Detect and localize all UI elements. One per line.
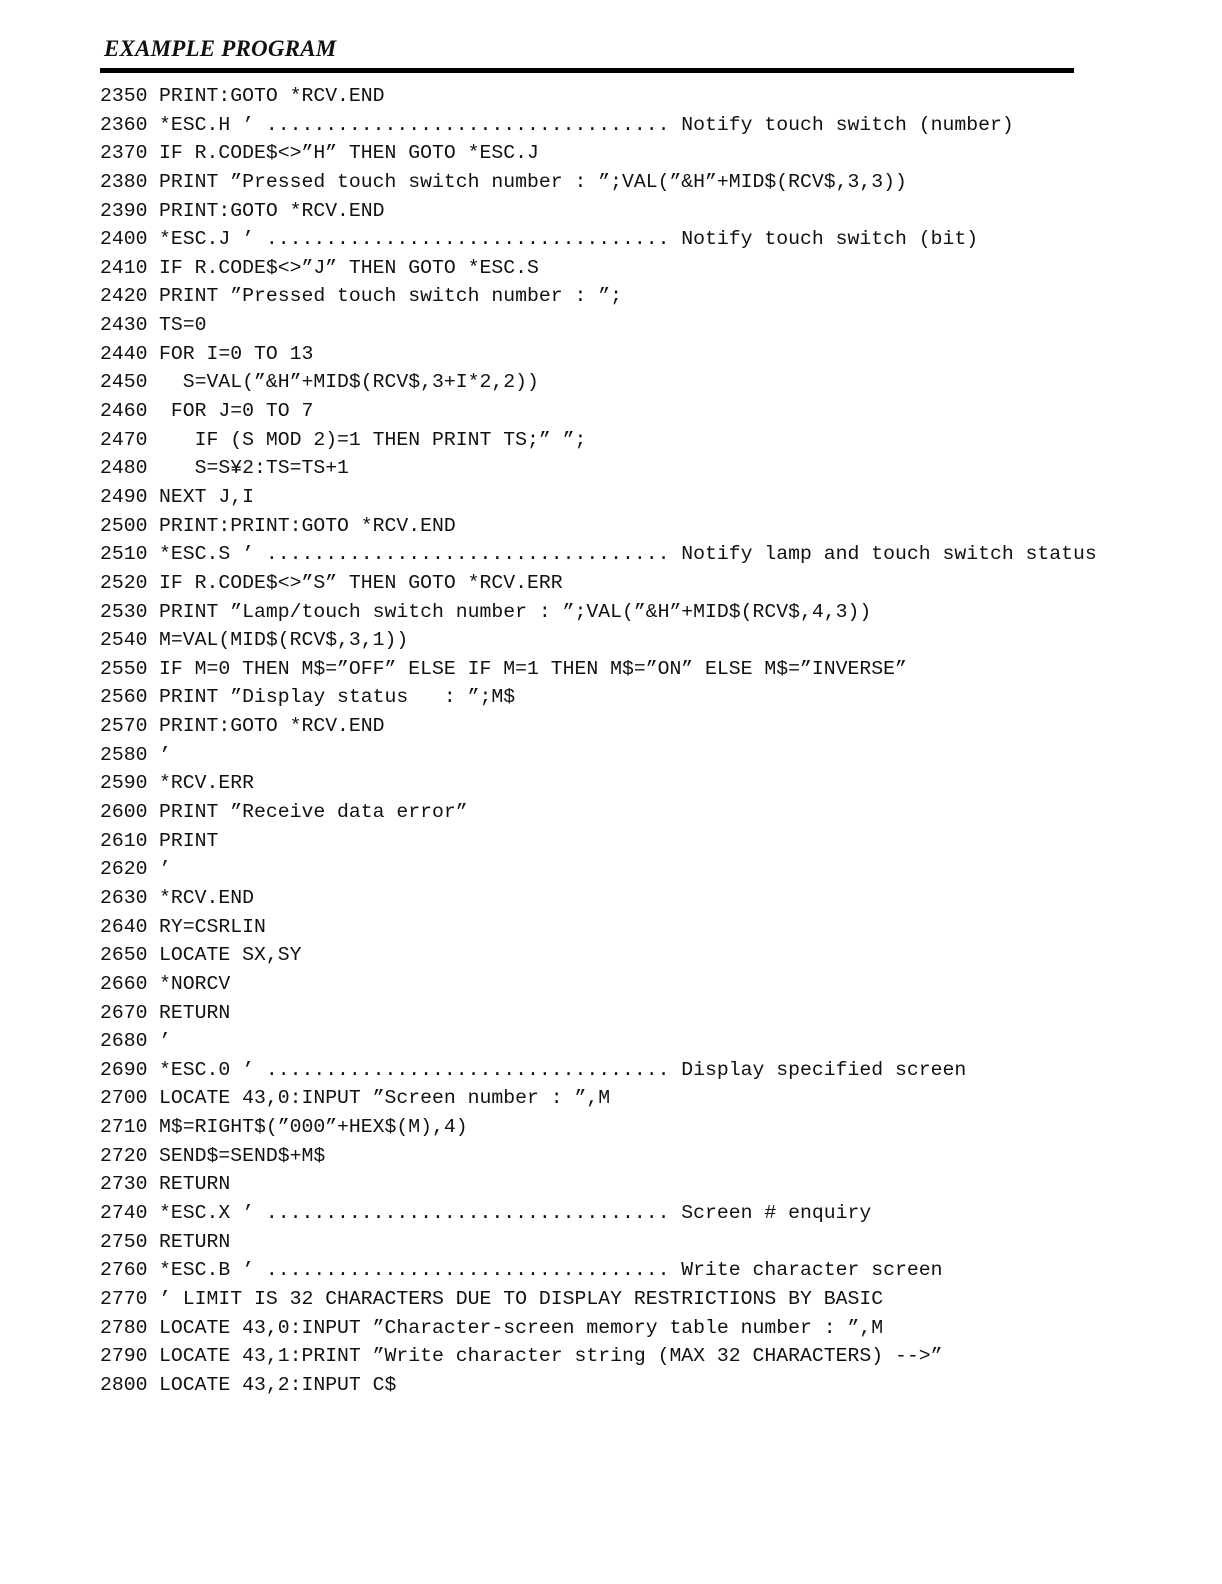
- line-code: *ESC.H ’ .................................. Notify touch switch (number): [159, 113, 1014, 136]
- code-line: [100, 168, 1100, 197]
- line-code: PRINT:GOTO *RCV.END: [159, 85, 385, 107]
- code-line: [100, 540, 1100, 569]
- code-line: [100, 683, 1100, 712]
- line-number: 2420: [100, 285, 148, 308]
- line-code: PRINT: [159, 829, 219, 852]
- line-code: PRINT ”Pressed touch switch number : ”;VAL(”&H”+MID$(RCV$,3,3)): [159, 170, 907, 193]
- line-code: *ESC.X ’ .................................. Screen # enquiry: [159, 1201, 872, 1224]
- code-line: [100, 884, 1100, 913]
- line-code: LOCATE 43,1:PRINT ”Write character string (MAX 32 CHARACTERS) -->”: [159, 1345, 943, 1368]
- code-line: [100, 225, 1100, 254]
- program-listing: [100, 82, 1100, 1399]
- line-number: 2400: [100, 228, 148, 251]
- line-number: 2650: [100, 944, 148, 967]
- code-line: [100, 569, 1100, 598]
- code-line: [100, 598, 1100, 627]
- line-number: 2660: [100, 972, 148, 995]
- code-line: [100, 1199, 1100, 1228]
- line-number: 2630: [100, 886, 148, 909]
- line-number: 2580: [100, 743, 148, 766]
- code-line: [100, 368, 1100, 397]
- line-code: *RCV.ERR: [159, 772, 254, 795]
- code-line: [100, 1256, 1100, 1285]
- code-line: [100, 1142, 1100, 1171]
- line-code: *RCV.END: [159, 886, 254, 909]
- line-code: SEND$=SEND$+M$: [159, 1144, 326, 1167]
- code-line: [100, 827, 1100, 856]
- line-number: 2800: [100, 1373, 148, 1396]
- code-line: [100, 282, 1100, 311]
- line-code: *NORCV: [159, 972, 231, 995]
- line-number: 2570: [100, 715, 148, 738]
- code-line: [100, 941, 1100, 970]
- code-line: [100, 913, 1100, 942]
- line-code: PRINT:GOTO *RCV.END: [159, 199, 385, 222]
- code-line: [100, 426, 1100, 455]
- line-code: IF R.CODE$<>”S” THEN GOTO *RCV.ERR: [159, 571, 563, 594]
- code-line: [100, 111, 1100, 140]
- code-line: [100, 970, 1100, 999]
- code-line: [100, 254, 1100, 283]
- line-number: 2510: [100, 543, 148, 566]
- code-line: [100, 1170, 1100, 1199]
- code-line: [100, 1371, 1100, 1400]
- line-number: 2440: [100, 342, 148, 365]
- line-number: 2360: [100, 113, 148, 136]
- line-number: 2730: [100, 1173, 148, 1196]
- line-number: 2550: [100, 657, 148, 680]
- line-code: RY=CSRLIN: [159, 915, 266, 938]
- line-number: 2680: [100, 1030, 148, 1053]
- line-code: *ESC.B ’ .................................. Write character screen: [159, 1259, 943, 1282]
- line-code: RETURN: [159, 1001, 231, 1024]
- line-code: PRINT ”Display status : ”;M$: [159, 686, 516, 709]
- line-code: RETURN: [159, 1230, 231, 1253]
- line-number: 2410: [100, 256, 148, 279]
- line-code: *ESC.S ’ .................................. Notify lamp and touch switch status: [159, 543, 1097, 566]
- code-line: [100, 197, 1100, 226]
- line-code: ’: [159, 743, 171, 766]
- line-number: 2530: [100, 600, 148, 623]
- line-number: 2760: [100, 1259, 148, 1282]
- code-line: [100, 741, 1100, 770]
- code-line: [100, 512, 1100, 541]
- code-line: [100, 1056, 1100, 1085]
- line-number: 2780: [100, 1316, 148, 1339]
- page-title: EXAMPLE PROGRAM: [104, 36, 337, 61]
- line-number: 2560: [100, 686, 148, 709]
- code-line: [100, 1027, 1100, 1056]
- line-code: IF R.CODE$<>”H” THEN GOTO *ESC.J: [159, 142, 539, 165]
- code-line: [100, 655, 1100, 684]
- code-line: [100, 1113, 1100, 1142]
- line-code: S=S¥2:TS=TS+1: [159, 457, 349, 480]
- line-code: ’ LIMIT IS 32 CHARACTERS DUE TO DISPLAY RESTRICTIONS BY BASIC: [159, 1287, 884, 1310]
- line-code: PRINT ”Receive data error”: [159, 801, 468, 824]
- code-line: [100, 712, 1100, 741]
- code-line: [100, 397, 1100, 426]
- code-line: [100, 1314, 1100, 1343]
- line-number: 2600: [100, 801, 148, 824]
- code-line: [100, 311, 1100, 340]
- line-code: TS=0: [159, 314, 207, 337]
- line-code: LOCATE 43,0:INPUT ”Screen number : ”,M: [159, 1087, 611, 1110]
- code-line: [100, 1228, 1100, 1257]
- line-number: 2640: [100, 915, 148, 938]
- line-number: 2710: [100, 1116, 148, 1139]
- code-line: [100, 139, 1100, 168]
- line-number: 2720: [100, 1144, 148, 1167]
- line-code: IF M=0 THEN M$=”OFF” ELSE IF M=1 THEN M$=”ON” ELSE M$=”INVERSE”: [159, 657, 907, 680]
- line-number: 2460: [100, 400, 148, 423]
- code-line: [100, 1342, 1100, 1371]
- line-code: ’: [159, 858, 171, 881]
- line-number: 2520: [100, 571, 148, 594]
- line-code: ’: [159, 1030, 171, 1053]
- line-number: 2770: [100, 1287, 148, 1310]
- line-number: 2700: [100, 1087, 148, 1110]
- line-number: 2370: [100, 142, 148, 165]
- line-number: 2500: [100, 514, 148, 537]
- line-number: 2620: [100, 858, 148, 881]
- line-code: PRINT ”Pressed touch switch number : ”;: [159, 285, 622, 308]
- line-code: PRINT:PRINT:GOTO *RCV.END: [159, 514, 456, 537]
- line-number: 2690: [100, 1058, 148, 1081]
- line-code: PRINT ”Lamp/touch switch number : ”;VAL(”&H”+MID$(RCV$,4,3)): [159, 600, 872, 623]
- line-number: 2450: [100, 371, 148, 394]
- line-code: S=VAL(”&H”+MID$(RCV$,3+I*2,2)): [159, 371, 539, 394]
- line-number: 2740: [100, 1201, 148, 1224]
- code-line: [100, 82, 1100, 111]
- line-number: 2610: [100, 829, 148, 852]
- code-line: [100, 454, 1100, 483]
- line-code: RETURN: [159, 1173, 231, 1196]
- line-number: 2790: [100, 1345, 148, 1368]
- line-code: *ESC.J ’ .................................. Notify touch switch (bit): [159, 228, 979, 251]
- line-number: 2470: [100, 428, 148, 451]
- code-line: [100, 1285, 1100, 1314]
- line-number: 2670: [100, 1001, 148, 1024]
- line-number: 2350: [100, 85, 148, 107]
- line-code: IF (S MOD 2)=1 THEN PRINT TS;” ”;: [159, 428, 587, 451]
- line-code: FOR J=0 TO 7: [159, 400, 314, 423]
- line-number: 2590: [100, 772, 148, 795]
- line-code: NEXT J,I: [159, 485, 254, 508]
- line-code: PRINT:GOTO *RCV.END: [159, 715, 385, 738]
- code-line: [100, 769, 1100, 798]
- line-number: 2380: [100, 170, 148, 193]
- line-number: 2750: [100, 1230, 148, 1253]
- line-code: FOR I=0 TO 13: [159, 342, 314, 365]
- code-line: [100, 999, 1100, 1028]
- code-line: [100, 626, 1100, 655]
- line-code: M=VAL(MID$(RCV$,3,1)): [159, 629, 409, 652]
- line-number: 2430: [100, 314, 148, 337]
- line-code: LOCATE SX,SY: [159, 944, 302, 967]
- line-code: IF R.CODE$<>”J” THEN GOTO *ESC.S: [159, 256, 539, 279]
- code-line: [100, 340, 1100, 369]
- code-line: [100, 798, 1100, 827]
- code-line: [100, 1084, 1100, 1113]
- code-line: [100, 483, 1100, 512]
- line-number: 2490: [100, 485, 148, 508]
- line-number: 2540: [100, 629, 148, 652]
- line-number: 2480: [100, 457, 148, 480]
- line-code: LOCATE 43,2:INPUT C$: [159, 1373, 397, 1396]
- line-code: M$=RIGHT$(”000”+HEX$(M),4): [159, 1116, 468, 1139]
- line-code: *ESC.0 ’ .................................. Display specified screen: [159, 1058, 967, 1081]
- code-line: [100, 855, 1100, 884]
- line-number: 2390: [100, 199, 148, 222]
- header-rule: [100, 68, 1074, 73]
- line-code: LOCATE 43,0:INPUT ”Character-screen memory table number : ”,M: [159, 1316, 884, 1339]
